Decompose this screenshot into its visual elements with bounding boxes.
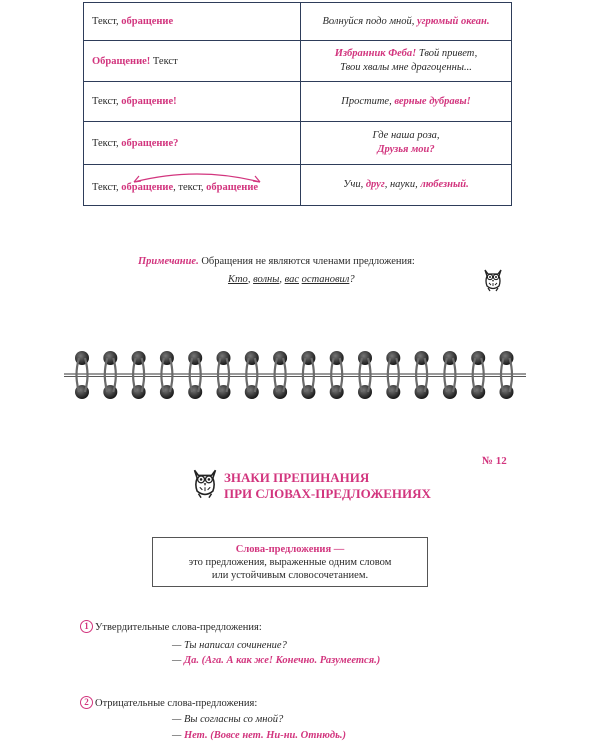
dialog-question: — Ты написал сочинение? bbox=[172, 640, 287, 651]
table-row bbox=[84, 82, 512, 122]
table-row bbox=[84, 3, 512, 41]
owl-icon bbox=[190, 465, 220, 499]
note-example: Кто, волны, вас остановил? bbox=[228, 274, 355, 285]
rule-example: Волнуйся подо мной, угрюмый океан. bbox=[301, 3, 512, 41]
section-title: ЗНАКИ ПРЕПИНАНИЯ ПРИ СЛОВАХ-ПРЕДЛОЖЕНИЯХ bbox=[224, 470, 431, 501]
punctuation-rules-table bbox=[83, 2, 512, 206]
item-number: 1 bbox=[80, 620, 93, 633]
rule-example: Избранник Феба! Твой привет, Твои хвалы мне драгоценны... bbox=[301, 41, 512, 82]
note-text: Обращения не являются членами предложения: bbox=[198, 256, 415, 267]
rule-pattern: Текст, обращение! bbox=[84, 82, 301, 122]
dialog-answer: — Да. (Ага. А как же! Конечно. Разумеется.) bbox=[172, 655, 381, 666]
rule-pattern: Обращение! Текст bbox=[84, 41, 301, 82]
note-label: Примечание. bbox=[138, 256, 199, 267]
note bbox=[138, 256, 415, 267]
spiral-binding bbox=[60, 346, 530, 406]
linking-arc-icon bbox=[132, 170, 262, 184]
owl-icon bbox=[482, 266, 504, 292]
list-item bbox=[80, 620, 262, 633]
rule-example: Где наша роза, Друзья мои? bbox=[301, 122, 512, 165]
definition-line: это предложения, выраженные одним словом bbox=[188, 557, 392, 568]
list-item bbox=[80, 696, 257, 709]
rule-pattern: Текст, обращение? bbox=[84, 122, 301, 165]
dialog-answer: — Нет. (Вовсе нет. Ни-ни. Отнюдь.) bbox=[172, 730, 347, 741]
table-row bbox=[84, 122, 512, 165]
definition-box bbox=[152, 537, 428, 587]
table-row bbox=[84, 41, 512, 82]
item-heading: Отрицательные слова-предложения: bbox=[95, 698, 258, 709]
rule-example: Учи, друг, науки, любезный. bbox=[301, 165, 512, 206]
item-number: 2 bbox=[80, 696, 93, 709]
definition-term: Слова-предложения — bbox=[235, 544, 345, 555]
dialog-question: — Вы согласны со мной? bbox=[172, 714, 284, 725]
table-row bbox=[84, 165, 512, 206]
item-heading: Утвердительные слова-предложения: bbox=[95, 622, 262, 633]
rule-pattern: Текст, обращение bbox=[84, 3, 301, 41]
rule-example: Простите, верные дубравы! bbox=[301, 82, 512, 122]
exercise-number: № 12 bbox=[482, 455, 507, 467]
definition-line: или устойчивым словосочетанием. bbox=[211, 570, 369, 581]
rule-pattern: Текст, обращение, текст, обращение bbox=[84, 165, 301, 206]
